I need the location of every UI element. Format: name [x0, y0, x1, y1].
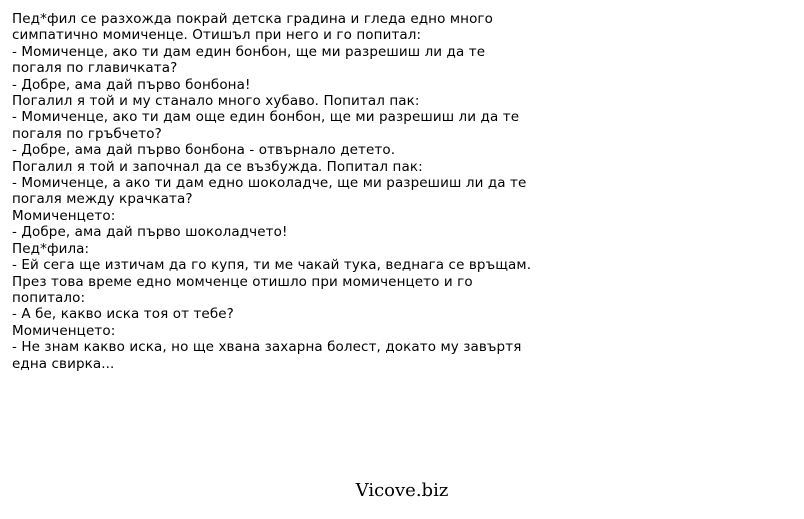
- joke-line: През това време едно момченце отишло при момиченцето и го: [12, 273, 473, 290]
- joke-line: - Момиченце, ако ти дам още един бонбон, ще ми разрешиш ли да те: [12, 109, 520, 126]
- joke-line: - Момиченце, а ако ти дам едно шоколадче, ще ми разрешиш ли да те: [12, 175, 527, 192]
- joke-line: погаля по гръбчето?: [12, 125, 162, 142]
- joke-line: - Добре, ама дай първо бонбона - отвърнало детето.: [12, 142, 396, 159]
- joke-text: [12, 11, 592, 372]
- joke-line: - Добре, ама дай първо бонбона!: [12, 76, 251, 93]
- joke-line: - А бе, какво иска тоя от тебе?: [12, 306, 234, 323]
- site-watermark: Vicove.biz: [355, 480, 449, 501]
- joke-line: симпатично момиченце. Отишъл при него и го попитал:: [12, 27, 422, 44]
- joke-line: Момиченцето:: [12, 207, 116, 224]
- joke-line: Пед*фила:: [12, 240, 90, 257]
- joke-line: - Ей сега ще изтичам да го купя, ти ме чакай тука, веднага се връщам.: [12, 257, 532, 274]
- joke-line: - Не знам какво иска, но ще хвана захарна болест, докато му завъртя: [12, 339, 522, 356]
- joke-line: погаля между крачката?: [12, 191, 193, 208]
- joke-line: една свирка...: [12, 355, 115, 372]
- joke-line: Пед*фил се разхожда покрай детска градина и гледа едно много: [12, 11, 493, 27]
- joke-line: попитало:: [12, 289, 86, 306]
- joke-line: - Добре, ама дай първо шоколадчето!: [12, 224, 288, 241]
- joke-line: Погалил я той и му станало много хубаво. Попитал пак:: [12, 93, 420, 110]
- joke-line: Погалил я той и започнал да се възбужда. Попитал пак:: [12, 158, 423, 175]
- joke-line: Момиченцето:: [12, 322, 116, 339]
- joke-line: погаля по главичката?: [12, 60, 178, 77]
- joke-line: - Момиченце, ако ти дам един бонбон, ще ми разрешиш ли да те: [12, 43, 486, 60]
